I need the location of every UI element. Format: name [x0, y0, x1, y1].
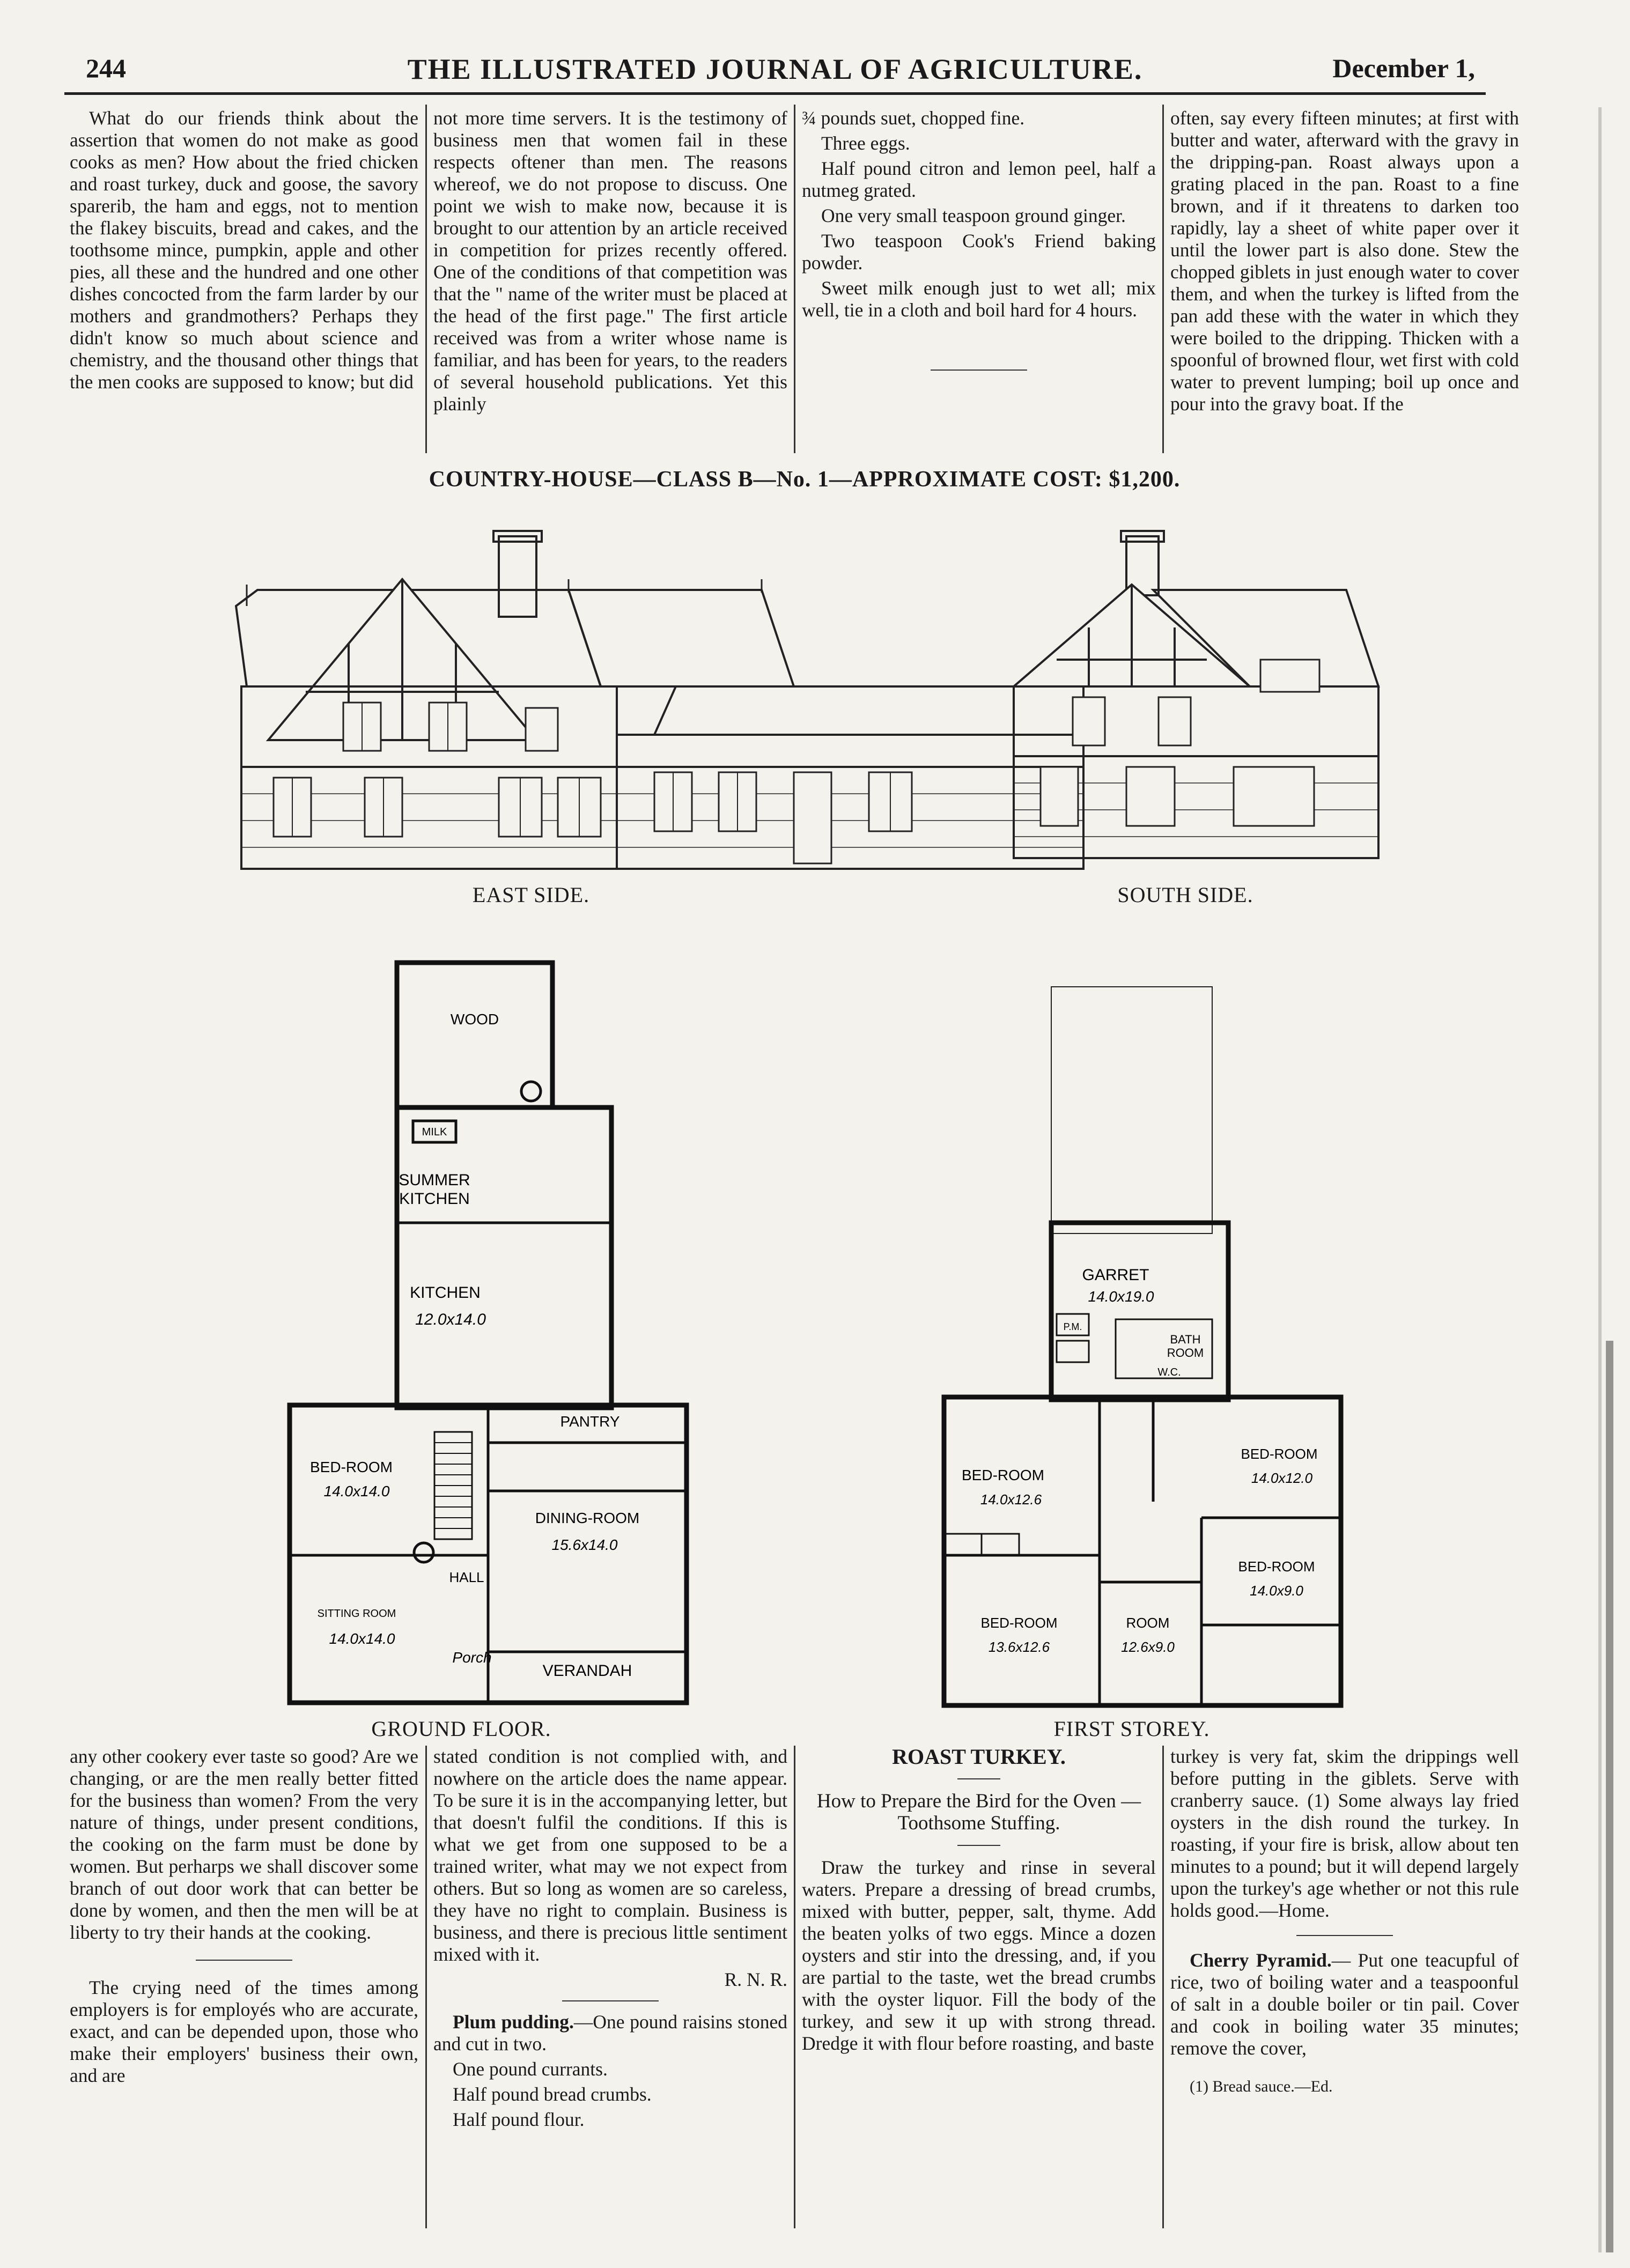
column-divider [425, 1746, 427, 2228]
room-label-pantry: PANTRY [560, 1413, 620, 1430]
recipe-line: Half pound flour. [453, 2109, 585, 2130]
room-label-sitting: SITTING ROOM [317, 1608, 396, 1620]
room-label-room: ROOM [1126, 1615, 1170, 1631]
room-dim-dining: 15.6x14.0 [551, 1536, 618, 1553]
section-rule [1296, 1935, 1393, 1936]
roast-turkey-cont: turkey is very fat, skim the drippings well before putting in the giblets. Serve with cranberry sauce. (1) Some always lay fried oysters in the dish round the turkey. In roasting, if your fire is brisk, allow about ten minutes to a pound; but it will depend largely upon the turkey's age whether or not this rule holds good.—Home. [1170, 1746, 1519, 1921]
room-dim-bedroom-bottom: 13.6x12.6 [988, 1639, 1050, 1655]
recipe-line: One pound currants. [453, 2058, 608, 2080]
recipe-line: Half pound citron and lemon peel, half a nutmeg grated. [802, 158, 1156, 201]
plum-pudding-title: Plum pudding. [453, 2011, 574, 2033]
room-dim-bedroom: 14.0x14.0 [323, 1483, 390, 1499]
section-rule [957, 1778, 1000, 1779]
column-divider [794, 1746, 795, 2228]
room-label-bedroom: BED-ROOM [310, 1459, 393, 1475]
page-number: 244 [86, 53, 126, 83]
issue-date: December 1, [1332, 53, 1475, 83]
section-rule [562, 2000, 659, 2001]
bottom-column-2 [433, 1746, 787, 2228]
room-label-bath-room: ROOM [1167, 1346, 1204, 1360]
recipe-line: One very small teaspoon ground ginger. [821, 205, 1126, 226]
room-label-summer: SUMMER [399, 1171, 470, 1189]
article-business-text: not more time servers. It is the testimony of business men that women fail in these respects oftener than men. The reasons whereof, we do not propose to discuss. One point we wish to make now, because it is brought to our attention by an article received in competition for prizes recently offered. One of the conditions of that competition was that the " name of the writer must be placed at the head of the first page." The first article received was from a writer whose name is familiar, and has been for years, to the readers of several household publications. Yet this plainly [433, 107, 787, 415]
room-dim-kitchen: 12.0x14.0 [415, 1311, 486, 1328]
roast-turkey-subheading: How to Prepare the Bird for the Oven —Toothsome Stuffing. [816, 1790, 1141, 1834]
cherry-pyramid-text: — Put one teacupful of rice, two of boiling water and a teaspoonful of salt in a double boiler or tin pail. Cover and cook in boiling water 35 minutes; remove the cover, [1170, 1949, 1519, 2059]
room-dim-bedroom-right: 14.0x12.0 [1251, 1470, 1313, 1486]
room-dim-bedroom-left: 14.0x12.6 [980, 1491, 1042, 1508]
recipe-line: Half pound bread crumbs. [453, 2084, 652, 2105]
roast-turkey-text: Draw the turkey and rinse in several waters. Prepare a dressing of bread crumbs, mixed with butter, pepper, salt, thyme. Add the beaten yolks of two eggs. Mince a dozen oysters and stir into the dressing, and, if you are partial to the taste, wet the bread crumbs with the oyster liquor. Fill the body of the turkey, and sew it up with strong thread. Dredge it with flour before roasting, and baste [802, 1857, 1156, 2054]
room-label-wc: W.C. [1157, 1366, 1181, 1378]
top-column-1 [70, 107, 418, 456]
article-employes-text: The crying need of the times among employers is for employés who are accurate, exact, and can be depended upon, those who make their employers' business their own, and are [70, 1977, 418, 2086]
article-women-cooks-text: What do our friends think about the assertion that women do not make as good cooks as men? How about the fried chicken and roast turkey, duck and goose, the savory sparerib, the ham and eggs, not to mention the flakey biscuits, bread and cakes, and the toothsome mince, pumpkin, apple and other pies, all these and the hundred and one other dishes concocted from the farm larder by our mothers and grandmothers? Perhaps they didn't know so much about science and chemistry, and the thousand other things that the men cooks are supposed to know; but did [70, 107, 418, 393]
east-side-elevation [225, 526, 1105, 880]
room-label-milk: MILK [422, 1126, 447, 1138]
room-label-bedroom-left: BED-ROOM [962, 1467, 1044, 1483]
page-header [64, 43, 1486, 91]
roast-turkey-heading: ROAST TURKEY. [892, 1746, 1066, 1769]
cherry-pyramid-title: Cherry Pyramid. [1190, 1949, 1332, 1971]
article-business-cont: stated condition is not complied with, and nowhere on the article does the name appear. To be sure it is in the accompanying letter, but that doesn't fulfil the conditions. If this is what we get from one supposed to be a trained writer, what may we not expect from others. But so long as women are so careless, they have no right to complain. Business is business, and there is precious little sentiment mixed with it. [433, 1746, 787, 1965]
top-column-3 [802, 107, 1156, 456]
column-divider [1162, 1746, 1164, 2228]
room-dim-bedroom-right2: 14.0x9.0 [1250, 1583, 1303, 1599]
room-label-porch: Porch [452, 1649, 492, 1666]
top-column-2 [433, 107, 787, 456]
recipe-line: Sweet milk enough just to wet all; mix well, tie in a cloth and boil hard for 4 hours. [802, 277, 1156, 321]
ground-floor-caption: GROUND FLOOR. [371, 1717, 551, 1741]
room-label-bedroom-bottom: BED-ROOM [980, 1615, 1058, 1631]
east-side-caption: EAST SIDE. [472, 883, 590, 907]
bottom-column-1 [70, 1746, 418, 2228]
section-rule [931, 370, 1027, 371]
room-label-bath: BATH [1170, 1333, 1201, 1346]
room-dim-room: 12.6x9.0 [1121, 1639, 1175, 1655]
south-side-elevation [992, 526, 1400, 880]
section-rule [196, 1960, 292, 1961]
south-side-caption: SOUTH SIDE. [1117, 883, 1253, 907]
first-storey-caption: FIRST STOREY. [1053, 1717, 1210, 1741]
article-signature: R. N. R. [724, 1969, 787, 1990]
room-label-summer-kitchen: KITCHEN [399, 1190, 470, 1208]
column-divider [1162, 105, 1164, 453]
room-label-pm: P.M. [1063, 1321, 1082, 1332]
section-rule [957, 1845, 1000, 1846]
room-label-kitchen: KITCHEN [410, 1284, 481, 1302]
article-women-cooks-cont: any other cookery ever taste so good? Are we changing, or are the men really better fitted for the business than women? From the very nature of things, under present conditions, the cooking on the farm must be done by women. But perharps we shall discover some branch of out door work that can better be done by women, and then the men will be at liberty to try their hands at the cooking. [70, 1746, 418, 1943]
bottom-column-3 [802, 1746, 1156, 2228]
room-dim-garret: 14.0x19.0 [1088, 1288, 1154, 1305]
header-rule [64, 92, 1486, 95]
room-label-bedroom-right2: BED-ROOM [1238, 1558, 1315, 1575]
room-dim-sitting: 14.0x14.0 [329, 1630, 395, 1647]
room-label-verandah: VERANDAH [542, 1662, 632, 1680]
bottom-column-4 [1170, 1746, 1519, 2228]
recipe-line: ¾ pounds suet, chopped fine. [802, 107, 1025, 129]
plum-pudding-text: —One pound raisins stoned and cut in two. [433, 2011, 787, 2055]
figure-title: COUNTRY-HOUSE—CLASS B—No. 1—APPROXIMATE COST: $1,200. [429, 467, 1181, 492]
recipe-line: Two teaspoon Cook's Friend baking powder. [802, 230, 1156, 274]
room-label-garret: GARRET [1082, 1266, 1149, 1284]
scan-edge-mark [1588, 107, 1620, 2252]
top-column-4 [1170, 107, 1519, 456]
footnote: (1) Bread sauce.—Ed. [1190, 2078, 1333, 2095]
journal-title: THE ILLUSTRATED JOURNAL OF AGRICULTURE. [407, 53, 1143, 85]
turkey-continued-text: often, say every fifteen minutes; at first with butter and water, afterward with the gravy in the dripping-pan. Roast always upon a grating placed in the pan. Roast to a fine brown, and if it threatens to darken too rapidly, lay a sheet of white paper over it until the lower part is also done. Stew the chopped giblets in just enough water to cover them, and when the turkey is lifted from the pan add these with the water in which they were boiled to the dripping. Thicken with a spoonful of browned flour, wet first with cold water to prevent lumping; boil up once and pour into the gravy boat. If the [1170, 107, 1519, 415]
recipe-line: Three eggs. [821, 132, 910, 154]
room-label-bedroom-right: BED-ROOM [1241, 1446, 1318, 1462]
column-divider [794, 105, 795, 453]
ground-floor-plan [268, 955, 713, 1716]
first-storey-plan [923, 976, 1368, 1716]
room-label-hall: HALL [449, 1569, 484, 1585]
room-label-wood: WOOD [450, 1011, 499, 1028]
room-label-dining: DINING-ROOM [535, 1510, 640, 1526]
column-divider [425, 105, 427, 453]
